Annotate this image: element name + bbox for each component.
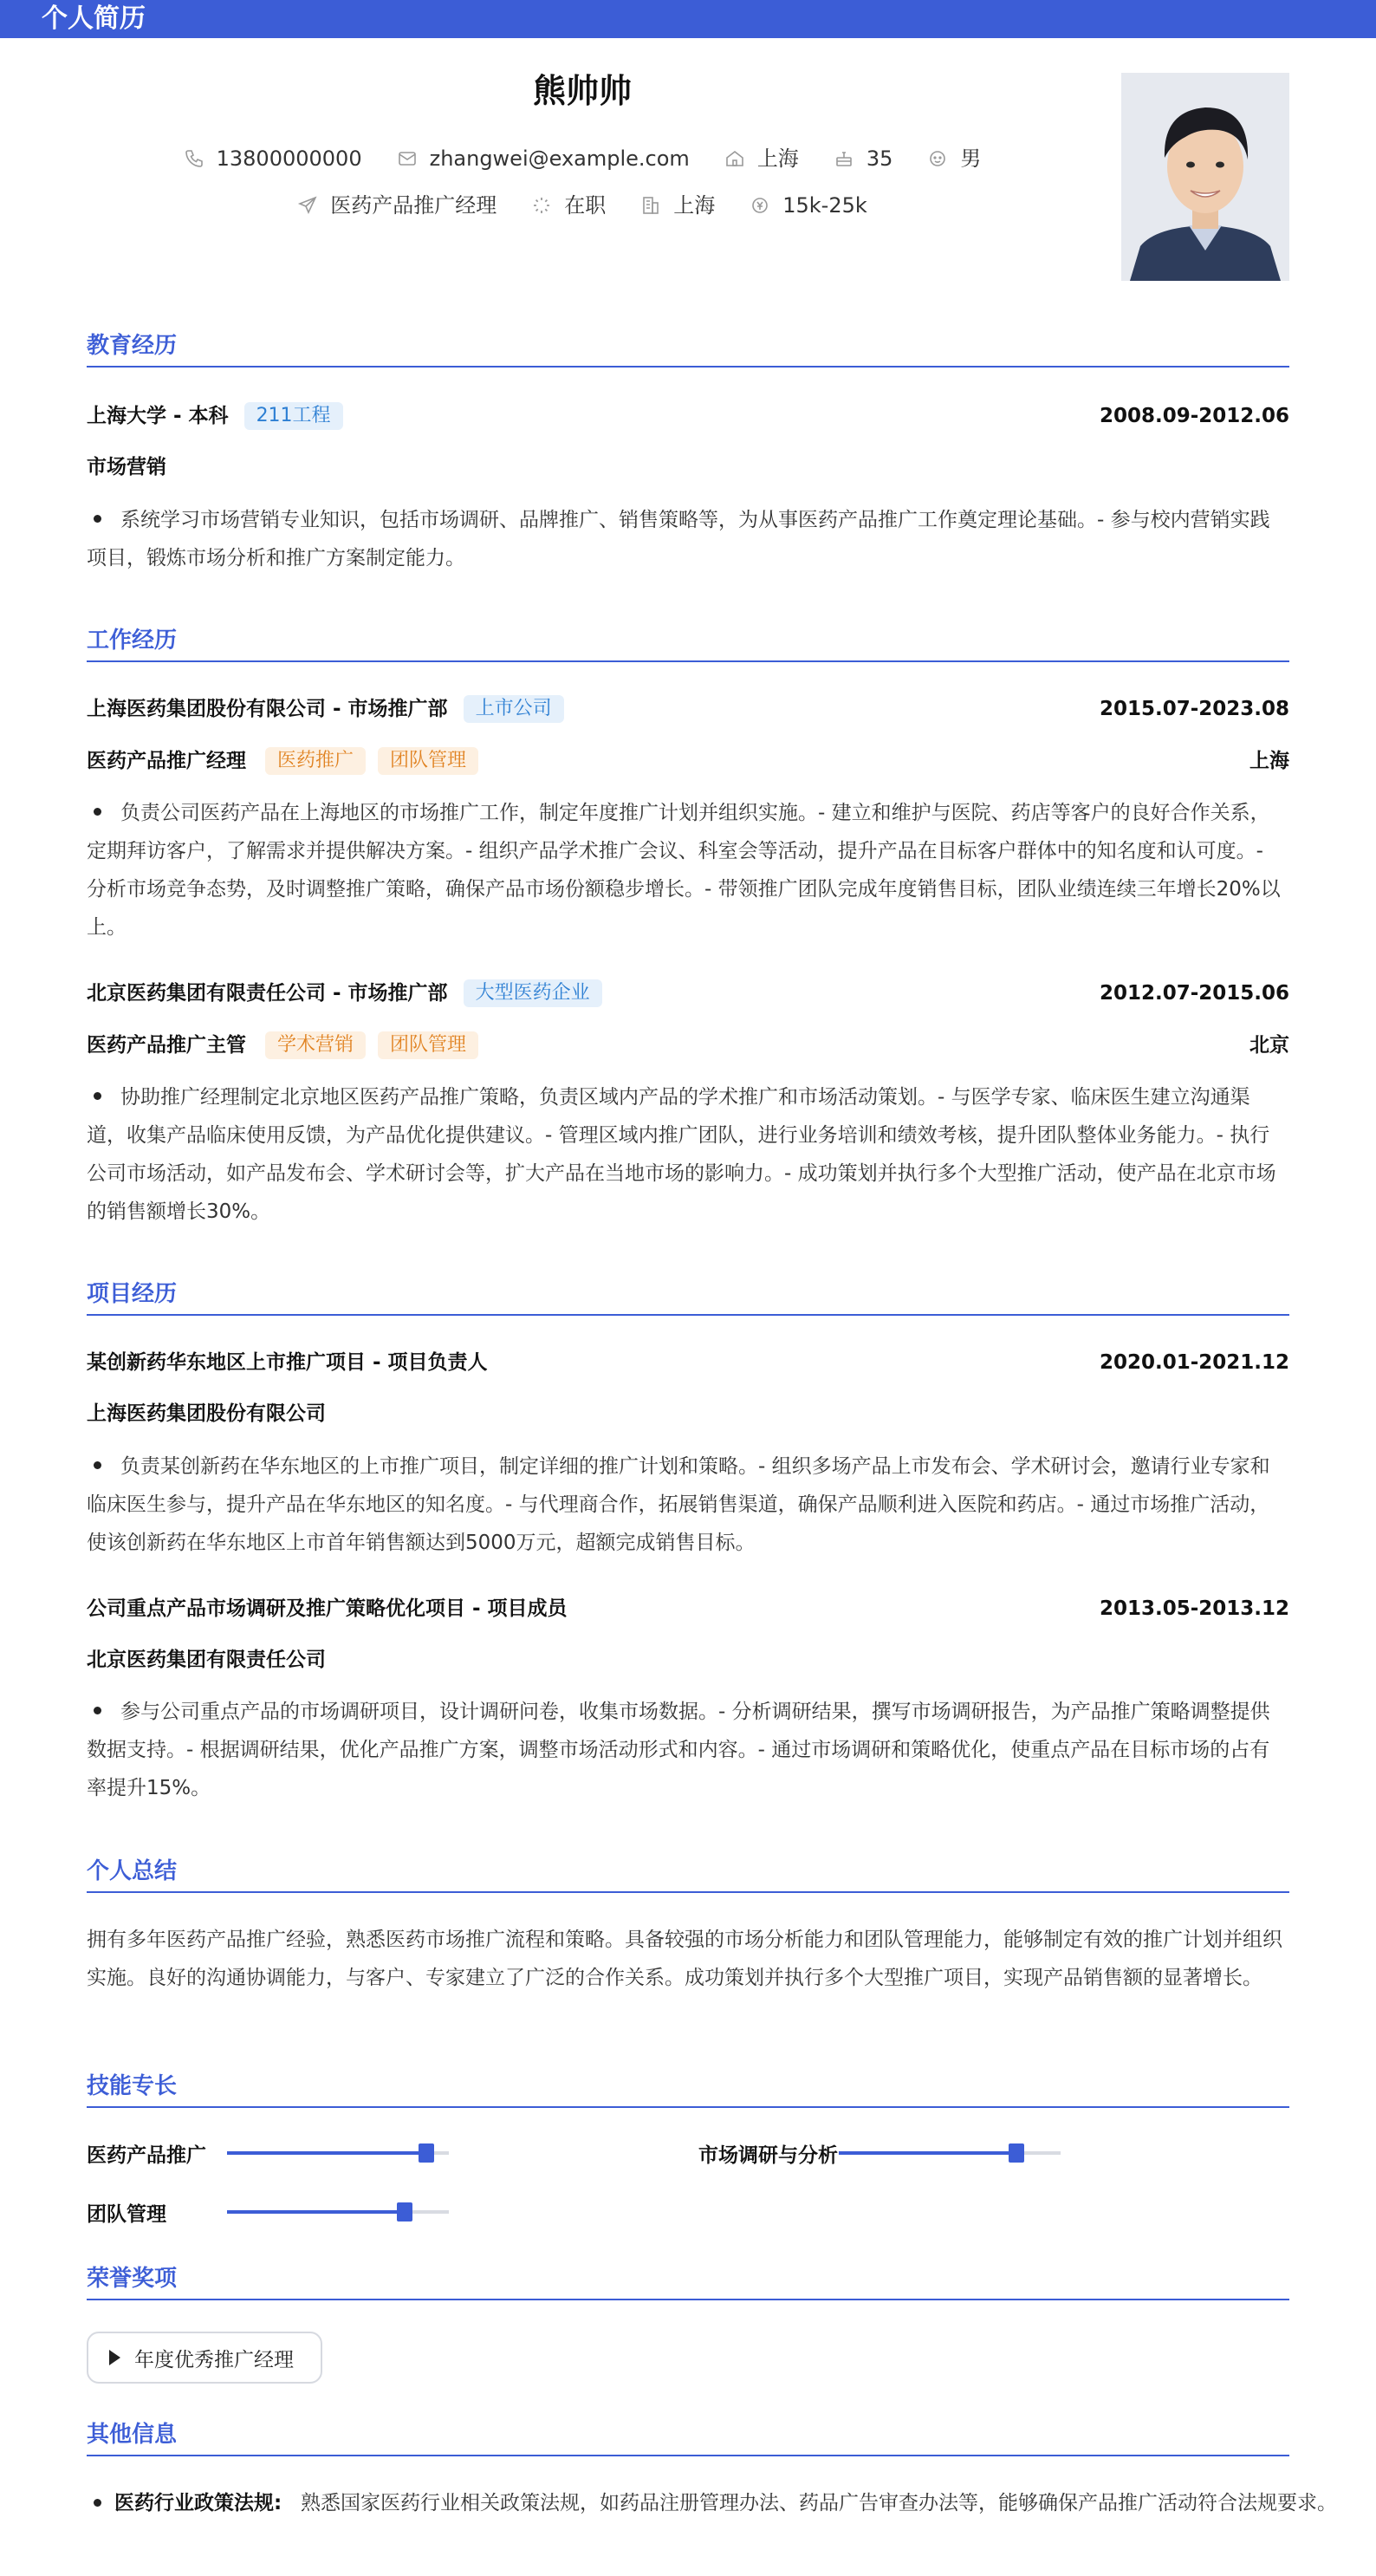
project-company-row-2 — [87, 1646, 1289, 1674]
candidate-name: 熊帅帅 — [532, 72, 632, 110]
other-section-title: 其他信息 — [87, 2420, 1289, 2456]
contact-row — [130, 146, 1035, 172]
bullet-dot — [94, 1461, 101, 1469]
project-company-row-1 — [87, 1400, 1289, 1428]
summary-text: 拥有多年医药产品推广经验，熟悉医药市场推广流程和策略。具备较强的市场分析能力和团队管理能力，能够制定有效的推广计划并组织实施。良好的沟通协调能力，与客户、专家建立了广泛的合作关系。成功策划并执行多个大型推广项目，实现产品销售额的显著增长。 — [87, 1929, 1282, 1989]
loading-icon — [531, 195, 552, 216]
award-item[interactable] — [87, 2332, 322, 2384]
city-item — [640, 192, 715, 218]
education-period: 2008.09-2012.06 — [1099, 405, 1289, 427]
major: 市场营销 — [87, 456, 166, 478]
bullet-dot — [94, 1092, 101, 1100]
skill-item-1 — [87, 2139, 449, 2167]
work-company-2: 北京医药集团有限责任公司 - 市场推广部 — [87, 982, 448, 1005]
position-text: 医药产品推广经理 — [330, 193, 497, 218]
cake-icon — [834, 148, 854, 169]
work-description-text-1: 负责公司医药产品在上海地区的市场推广工作，制定年度推广计划并组织实施。- 建立和维护与医院、药店等客户的良好合作关系，定期拜访客户，了解需求并提供解决方案。- 组织产品学术推广会议、科室会等活动，提升产品在目标客户群体中的知名度和认可度。- 分析市场竞争态势，及时调整推广策略，确保产品市场份额稳步增长。- 带领推广团队完成年度销售目标，团队业绩连续三年增长20%以上。 — [87, 802, 1281, 939]
work-company-tag-1: 上市公司 — [464, 695, 564, 723]
education-section-title: 教育经历 — [87, 331, 1289, 368]
skill-level-fill — [839, 2151, 1016, 2155]
award-label: 年度优秀推广经理 — [134, 2348, 294, 2371]
phone-item — [184, 146, 362, 172]
play-triangle-icon — [109, 2350, 120, 2365]
city-text: 上海 — [673, 193, 716, 218]
work-skill-tag: 团队管理 — [378, 747, 478, 775]
skill-slider-1 — [227, 2151, 449, 2155]
mail-icon — [397, 148, 418, 169]
project-period-1: 2020.01-2021.12 — [1099, 1351, 1289, 1374]
skill-item-2 — [698, 2139, 1061, 2167]
work-skill-tag: 学术营销 — [265, 1031, 366, 1059]
education-row — [87, 402, 1289, 430]
position-item — [297, 192, 497, 218]
work-city-1: 上海 — [1249, 750, 1289, 772]
project-name-1: 某创新药华东地区上市推广项目 - 项目负责人 — [87, 1351, 488, 1374]
other-value: 熟悉国家医药行业相关政策法规，如药品注册管理办法、药品广告审查办法等，能够确保产品推广活动符合法规要求。 — [301, 2492, 1337, 2514]
bullet-dot — [94, 1707, 101, 1714]
skill-level-knob — [397, 2202, 412, 2221]
location-text: 上海 — [756, 146, 799, 171]
project-period-2: 2013.05-2013.12 — [1099, 1597, 1289, 1620]
work-company-1: 上海医药集团股份有限公司 - 市场推广部 — [87, 698, 448, 720]
skill-name-2: 市场调研与分析 — [698, 2143, 838, 2167]
send-icon — [297, 195, 318, 216]
work-skill-tag: 团队管理 — [378, 1031, 478, 1059]
gender-item — [927, 146, 981, 172]
projects-section-title: 项目经历 — [87, 1279, 1289, 1316]
work-role-1: 医药产品推广经理 — [87, 750, 246, 772]
honors-section-title: 荣誉奖项 — [87, 2264, 1289, 2300]
header-bar — [0, 0, 1376, 38]
email-item — [397, 146, 690, 172]
project-description-text-1: 负责某创新药在华东地区的上市推广项目，制定详细的推广计划和策略。- 组织多场产品上市发布会、学术研讨会，邀请行业专家和临床医生参与，提升产品在华东地区的知名度。- 与代理商合作，拓展销售渠道，确保产品顺利进入医院和药店。- 通过市场推广活动，使该创新药在华东地区上市首年销售额达到5000万元，超额完成销售目标。 — [87, 1455, 1270, 1554]
work-city-2: 北京 — [1249, 1034, 1289, 1057]
work-period-1: 2015.07-2023.08 — [1099, 698, 1289, 720]
project-name-2: 公司重点产品市场调研及推广策略优化项目 - 项目成员 — [87, 1597, 568, 1620]
skill-slider-2 — [839, 2151, 1061, 2155]
other-label: 医药行业政策法规: — [114, 2492, 282, 2514]
avatar-illustration — [1121, 73, 1289, 281]
education-description-text: 系统学习市场营销专业知识，包括市场调研、品牌推广、销售策略等，为从事医药产品推广工作奠定理论基础。- 参与校内营销实践项目，锻炼市场分析和推广方案制定能力。 — [87, 509, 1270, 569]
salary-item — [750, 192, 867, 218]
phone-text: 13800000000 — [216, 146, 362, 171]
gender-text: 男 — [960, 146, 982, 171]
face-icon — [927, 148, 948, 169]
work-description-1 — [87, 794, 1289, 946]
skill-slider-3 — [227, 2210, 449, 2214]
skill-level-fill — [227, 2210, 405, 2214]
summary-section-title: 个人总结 — [87, 1857, 1289, 1893]
work-description-2 — [87, 1078, 1289, 1231]
project-company-1: 上海医药集团股份有限公司 — [87, 1402, 326, 1425]
email-text: zhangwei@example.com — [429, 146, 690, 171]
school-degree: 上海大学 - 本科 — [87, 405, 229, 427]
age-item — [834, 146, 893, 172]
project-company-2: 北京医药集团有限责任公司 — [87, 1649, 326, 1671]
money-icon — [750, 195, 770, 216]
skill-name-1: 医药产品推广 — [87, 2143, 206, 2167]
work-role-row-1 — [87, 747, 1289, 775]
project-description-text-2: 参与公司重点产品的市场调研项目，设计调研问卷，收集市场数据。- 分析调研结果，撰写市场调研报告，为产品推广策略调整提供数据支持。- 根据调研结果，优化产品推广方案，调整市场活动形式和内容。- 通过市场调研和策略优化，使重点产品在目标市场的占有率提升15%。 — [87, 1701, 1270, 1799]
project-description-2 — [87, 1693, 1289, 1807]
location-item — [724, 146, 799, 172]
skill-item-3 — [87, 2198, 449, 2226]
skill-name-3: 团队管理 — [87, 2202, 166, 2226]
skill-level-knob — [419, 2143, 434, 2163]
work-role-2: 医药产品推广主管 — [87, 1034, 246, 1057]
salary-text: 15k-25k — [782, 193, 867, 218]
project-row-2 — [87, 1595, 1289, 1623]
status-text: 在职 — [564, 193, 607, 218]
home-icon — [724, 148, 745, 169]
school-tag: 211工程 — [244, 402, 343, 430]
major-row — [87, 453, 1289, 481]
work-role-row-2 — [87, 1031, 1289, 1059]
work-row-1 — [87, 695, 1289, 723]
bullet-dot — [94, 515, 101, 523]
work-description-text-2: 协助推广经理制定北京地区医药产品推广策略，负责区域内产品的学术推广和市场活动策划。- 与医学专家、临床医生建立沟通渠道，收集产品临床使用反馈，为产品优化提供建议。- 管理区域内推广团队，进行业务培训和绩效考核，提升团队整体业务能力。- 执行公司市场活动，如产品发布会、学术研讨会等，扩大产品在当地市场的影响力。- 成功策划并执行多个大型推广活动，使产品在北京市场的销售额增长30%。 — [87, 1086, 1276, 1223]
project-row-1 — [87, 1349, 1289, 1376]
status-item — [531, 192, 606, 218]
job-intent-row — [130, 192, 1035, 218]
education-description — [87, 501, 1289, 577]
age-text: 35 — [866, 146, 893, 171]
work-company-tag-2: 大型医药企业 — [464, 979, 602, 1007]
skills-section-title: 技能专长 — [87, 2072, 1289, 2108]
skill-level-fill — [227, 2151, 426, 2155]
skill-level-knob — [1009, 2143, 1024, 2163]
work-period-2: 2012.07-2015.06 — [1099, 982, 1289, 1005]
work-skill-tag: 医药推广 — [265, 747, 366, 775]
phone-icon — [184, 148, 204, 169]
project-description-1 — [87, 1447, 1289, 1562]
building-icon — [640, 195, 661, 216]
bullet-dot — [94, 2499, 101, 2507]
work-row-2 — [87, 979, 1289, 1007]
work-section-title: 工作经历 — [87, 626, 1289, 662]
header-title: 个人简历 — [42, 3, 146, 34]
bullet-dot — [94, 808, 101, 816]
avatar-photo — [1121, 73, 1289, 281]
